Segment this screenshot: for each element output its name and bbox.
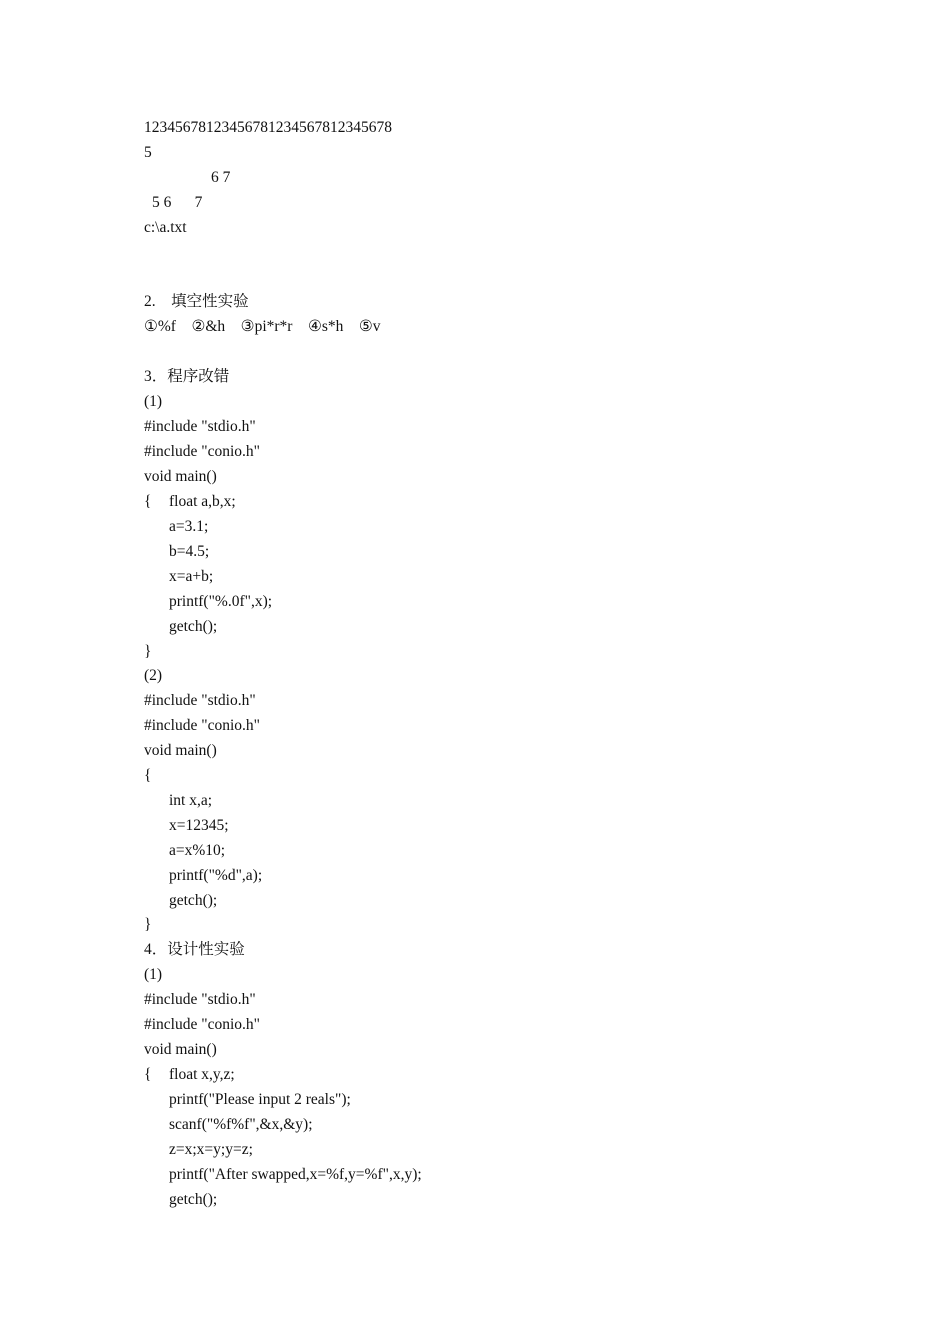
code-line: scanf("%f%f",&x,&y); xyxy=(169,1116,313,1133)
code-line: #include "stdio.h" xyxy=(144,991,256,1008)
code-line: #include "conio.h" xyxy=(144,717,260,734)
code-line: float a,b,x; xyxy=(169,493,236,510)
code-line: a=3.1; xyxy=(169,518,209,535)
code-line: getch(); xyxy=(169,618,218,635)
section3-heading: 3．程序改错 xyxy=(144,368,230,385)
section2-answers: ①%f ②&h ③pi*r*r ④s*h ⑤v xyxy=(144,318,381,335)
code-line: printf("%d",a); xyxy=(169,867,263,884)
code-line: getch(); xyxy=(169,892,218,909)
code-line: printf("Please input 2 reals"); xyxy=(169,1091,351,1108)
code-brace: { xyxy=(144,1066,152,1083)
code-line: #include "conio.h" xyxy=(144,443,260,460)
code-brace: } xyxy=(144,916,152,933)
code-line: printf("After swapped,x=%f,y=%f",x,y); xyxy=(169,1166,422,1183)
file-path: c:\a.txt xyxy=(144,219,187,236)
part-label: (1) xyxy=(144,393,163,410)
code-line: x=12345; xyxy=(169,817,229,834)
code-line: printf("%.0f",x); xyxy=(169,593,273,610)
code-line: x=a+b; xyxy=(169,568,214,585)
code-line: int x,a; xyxy=(169,792,213,809)
code-line: #include "stdio.h" xyxy=(144,692,256,709)
output-line-5: 5 xyxy=(144,144,152,161)
section2-heading: 2. 填空性实验 xyxy=(144,293,249,310)
code-line: #include "stdio.h" xyxy=(144,418,256,435)
code-line: a=x%10; xyxy=(169,842,226,859)
output-line-67: 6 7 xyxy=(211,169,231,186)
code-line: z=x;x=y;y=z; xyxy=(169,1141,253,1158)
code-line: b=4.5; xyxy=(169,543,210,560)
code-brace: } xyxy=(144,643,152,660)
code-line: float x,y,z; xyxy=(169,1066,235,1083)
code-brace: { xyxy=(144,493,152,510)
section4-heading: 4．设计性实验 xyxy=(144,941,245,958)
code-line: getch(); xyxy=(169,1191,218,1208)
code-brace: { xyxy=(144,767,152,784)
code-line: #include "conio.h" xyxy=(144,1016,260,1033)
part-label: (1) xyxy=(144,966,163,983)
output-line-56-7: 5 6 7 xyxy=(152,194,203,211)
code-line: void main() xyxy=(144,1041,217,1058)
code-line: void main() xyxy=(144,742,217,759)
code-line: void main() xyxy=(144,468,217,485)
ruler-line: 12345678123456781234567812345678 xyxy=(144,119,392,136)
part-label: (2) xyxy=(144,667,163,684)
